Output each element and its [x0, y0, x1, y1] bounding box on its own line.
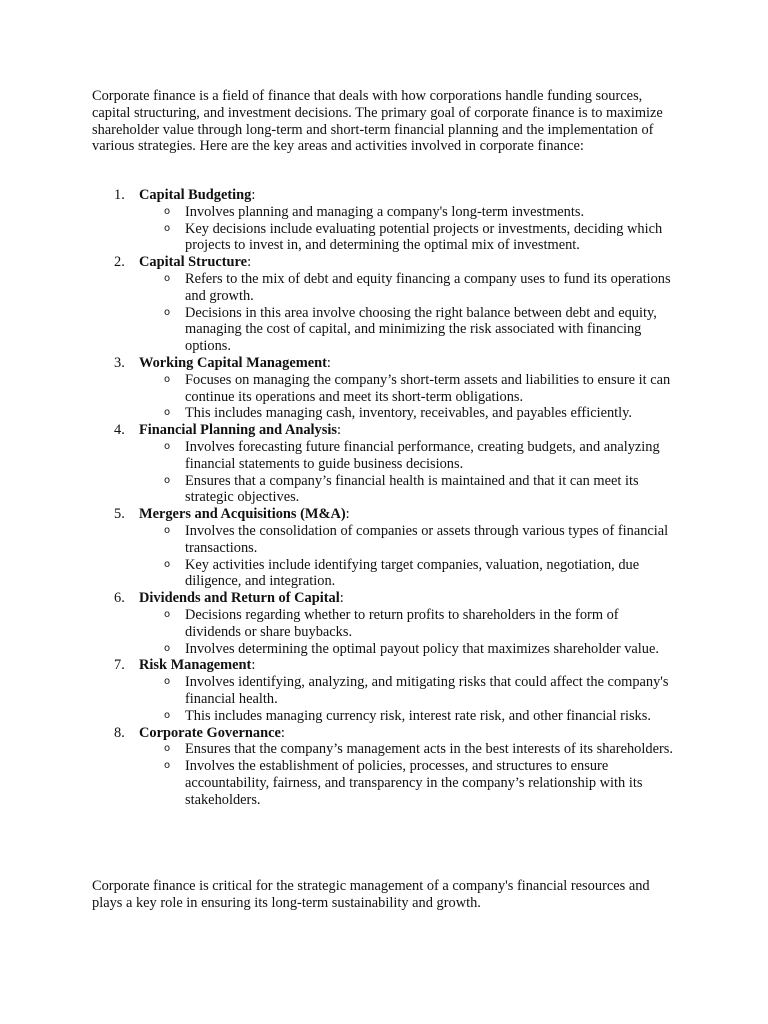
list-number: 7. — [114, 657, 125, 674]
section-colon: : — [251, 657, 256, 674]
conclusion-paragraph: Corporate finance is critical for the strategic management of a company's financial resources and plays a key role in ensuring its long-term sustainability and growth. — [92, 878, 650, 911]
list-item-mergers-and-acquisitions — [0, 506, 768, 590]
bullet-icon: o — [164, 222, 171, 234]
section-heading — [139, 355, 768, 372]
bullet-icon: o — [164, 440, 171, 452]
sub-list-text: Involves determining the optimal payout policy that maximizes shareholder value. — [185, 640, 659, 657]
sub-list-item — [0, 641, 677, 658]
list-item-risk-management — [0, 657, 768, 724]
section-colon: : — [336, 422, 341, 439]
list-number: 5. — [114, 506, 125, 523]
section-heading — [139, 187, 768, 204]
intro-paragraph: Corporate finance is a field of finance that deals with how corporations handle funding sources, capital structuring, and investment decisions. The primary goal of corporate finance is to maximize shareholder value through long-term and short-term financial planning and the implementation of various strategies. Here are the key areas and activities involved in corporate finance: — [92, 88, 663, 155]
sub-list-text: Key activities include identifying target companies, valuation, negotiation, due diligence, and integration. — [185, 556, 640, 590]
section-colon: : — [280, 724, 285, 741]
sub-list-text: This includes managing cash, inventory, receivables, and payables efficiently. — [185, 405, 633, 422]
sub-list-item — [0, 741, 677, 758]
section-title: Capital Structure — [139, 254, 248, 271]
sub-list — [139, 271, 768, 355]
bullet-icon: o — [164, 272, 171, 284]
list-number: 3. — [114, 354, 125, 371]
section-heading — [139, 657, 768, 674]
list-number: 1. — [114, 187, 125, 203]
sub-list-text: Refers to the mix of debt and equity financing a company uses to fund its operations and growth. — [185, 270, 671, 304]
sub-list-text: Ensures that a company’s financial health is maintained and that it can meet its strategic objectives. — [185, 472, 639, 506]
section-title: Risk Management — [139, 657, 252, 674]
bullet-icon: o — [164, 608, 171, 620]
sub-list — [139, 204, 768, 254]
bullet-icon: o — [164, 760, 171, 772]
sub-list-item — [0, 473, 677, 507]
sub-list-item — [0, 221, 677, 255]
bullet-icon: o — [164, 306, 171, 318]
list-number: 8. — [114, 724, 125, 741]
sub-list-item — [0, 523, 677, 557]
sub-list-text: Decisions regarding whether to return profits to shareholders in the form of dividends or share buybacks. — [185, 606, 619, 640]
sub-list — [139, 523, 768, 590]
bullet-icon: o — [164, 205, 171, 217]
sub-list-text: Ensures that the company’s management acts in the best interests of its shareholders. — [185, 741, 673, 758]
section-title: Mergers and Acquisitions (M&A) — [139, 506, 346, 523]
sub-list-item — [0, 674, 677, 708]
list-item-working-capital-management — [0, 355, 768, 422]
sub-list — [139, 372, 768, 422]
sub-list-item — [0, 758, 677, 808]
bullet-icon: o — [164, 474, 171, 486]
sub-list-text: Focuses on managing the company’s short-term assets and liabilities to ensure it can continue its operations and meet its short-term obligations. — [185, 371, 671, 405]
list-item-capital-budgeting — [0, 187, 768, 254]
sub-list-item — [0, 271, 677, 305]
sub-list — [139, 674, 768, 724]
sub-list — [139, 439, 768, 506]
section-colon: : — [339, 590, 344, 607]
list-number: 2. — [114, 254, 125, 271]
sub-list-item — [0, 305, 677, 355]
sub-list-text: Key decisions include evaluating potential projects or investments, deciding which projects to invest in, and determining the optimal mix of investment. — [185, 220, 663, 254]
sub-list-item — [0, 439, 677, 473]
sub-list-item — [0, 372, 677, 406]
section-title: Financial Planning and Analysis — [139, 422, 337, 439]
bullet-icon: o — [164, 709, 171, 721]
sub-list-item — [0, 607, 677, 641]
list-item-capital-structure — [0, 254, 768, 355]
sub-list-text: Involves identifying, analyzing, and mitigating risks that could affect the company's financial health. — [185, 674, 669, 707]
section-colon: : — [251, 187, 256, 203]
bullet-icon: o — [164, 558, 171, 570]
section-title: Working Capital Management — [139, 354, 327, 371]
sub-list-text: Involves planning and managing a company's long-term investments. — [185, 203, 585, 220]
section-title: Corporate Governance — [139, 724, 281, 741]
section-colon: : — [326, 354, 331, 371]
sub-list-item — [0, 405, 677, 422]
section-title: Capital Budgeting — [139, 187, 252, 203]
sub-list-text: Involves the establishment of policies, processes, and structures to ensure accountability, fairness, and transparency in the company’s relationship with its stakeholders. — [185, 758, 643, 808]
list-item-financial-planning-and-analysis — [0, 422, 768, 506]
section-heading — [139, 422, 768, 439]
bullet-icon: o — [164, 407, 171, 419]
bullet-icon: o — [164, 743, 171, 755]
bullet-icon: o — [164, 373, 171, 385]
sub-list — [139, 741, 768, 808]
bullet-icon: o — [164, 676, 171, 688]
sub-list-item — [0, 204, 677, 221]
section-heading — [139, 590, 768, 607]
bullet-icon: o — [164, 642, 171, 654]
key-areas-list — [0, 187, 768, 808]
sub-list-text: Decisions in this area involve choosing the right balance between debt and equity, managing the cost of capital, and minimizing the risk associated with financing options. — [185, 304, 657, 355]
sub-list — [139, 607, 768, 657]
section-heading — [139, 506, 768, 523]
list-number: 6. — [114, 590, 125, 607]
section-colon: : — [247, 254, 252, 271]
section-title: Dividends and Return of Capital — [139, 590, 340, 607]
list-item-corporate-governance — [0, 725, 768, 809]
section-colon: : — [345, 506, 350, 523]
sub-list-text: This includes managing currency risk, interest rate risk, and other financial risks. — [185, 707, 651, 724]
list-item-dividends-and-return-of-capital — [0, 590, 768, 657]
list-number: 4. — [114, 422, 125, 439]
section-heading — [139, 254, 768, 271]
bullet-icon: o — [164, 524, 171, 536]
section-heading — [139, 725, 768, 742]
sub-list-item — [0, 557, 677, 591]
sub-list-text: Involves forecasting future financial performance, creating budgets, and analyzing financial statements to guide business decisions. — [185, 438, 660, 472]
sub-list-item — [0, 708, 677, 725]
sub-list-text: Involves the consolidation of companies or assets through various types of financial transactions. — [185, 522, 669, 556]
